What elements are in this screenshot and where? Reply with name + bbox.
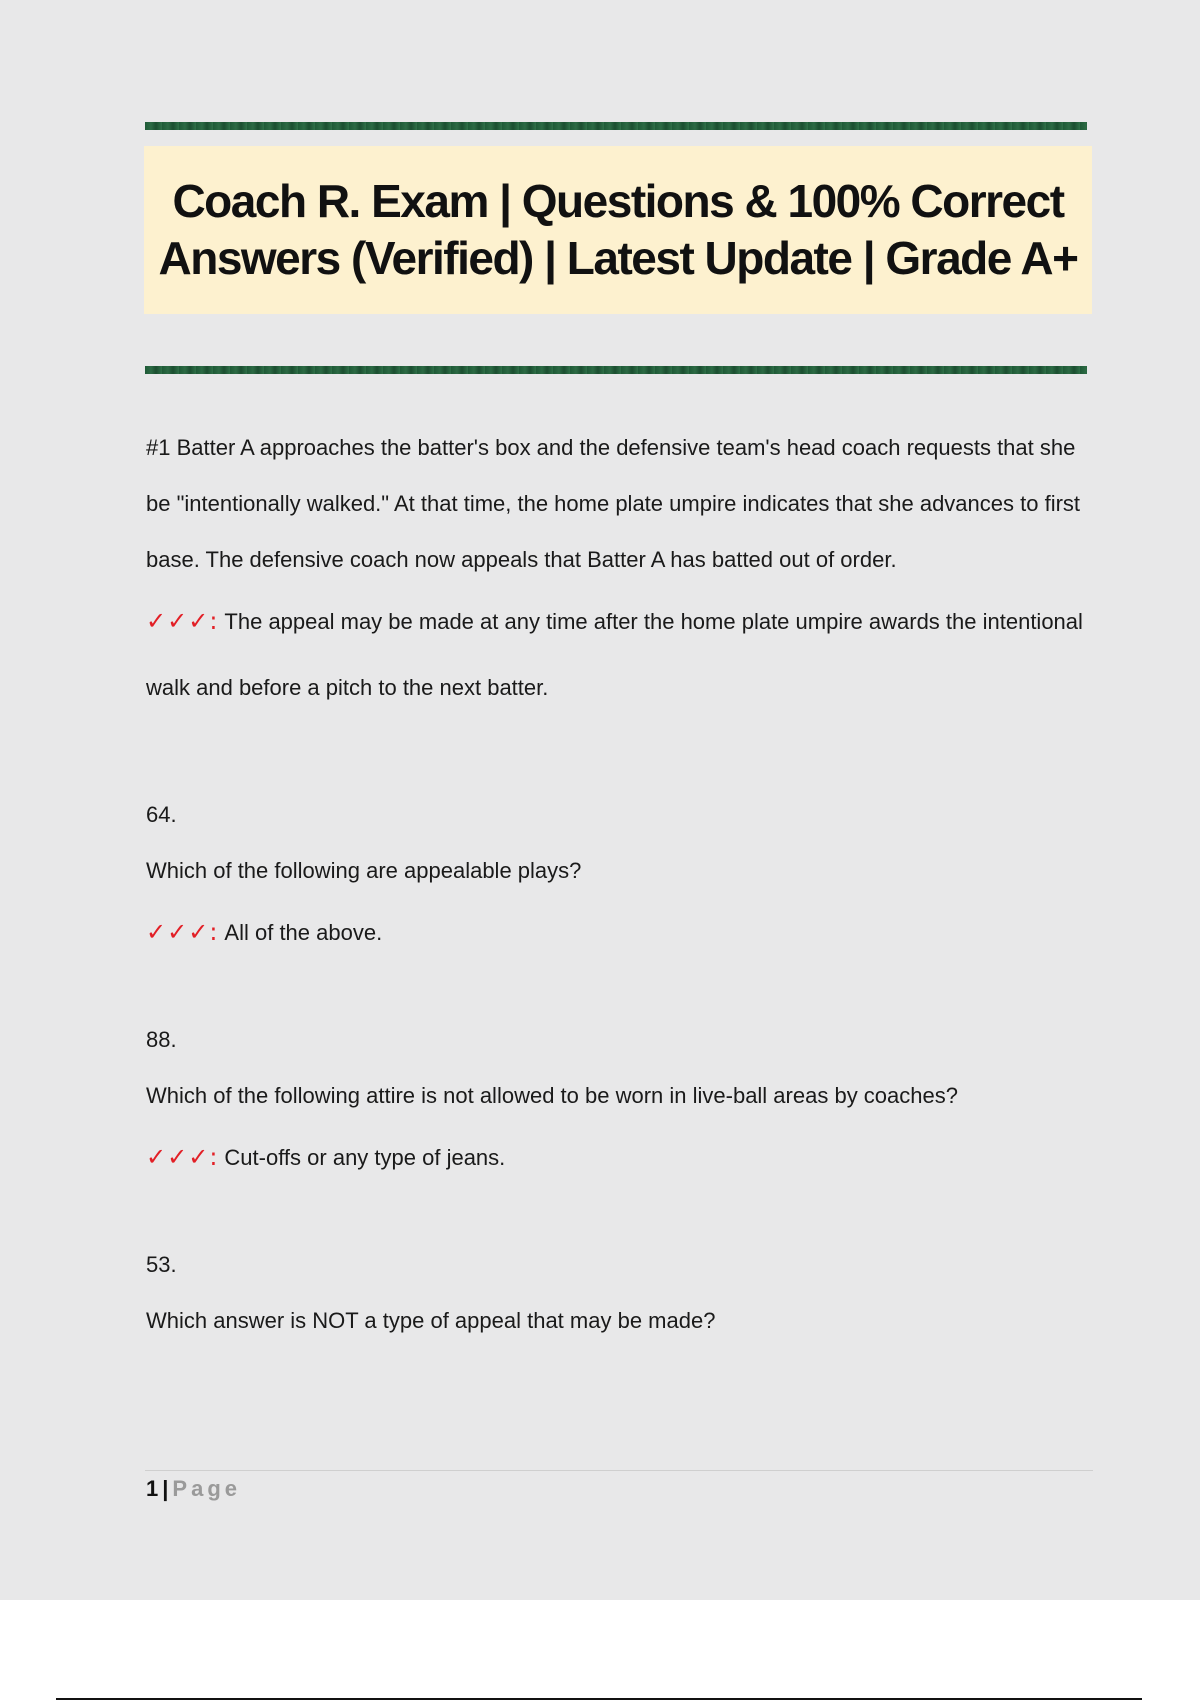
page-label: Page (172, 1476, 241, 1501)
top-decorative-rule (145, 122, 1087, 130)
checkmark-icon: ✓✓✓: (146, 607, 219, 635)
checkmark-icon: ✓✓✓: (146, 1143, 219, 1171)
answer-text: Cut-offs or any type of jeans. (224, 1145, 506, 1170)
bottom-decorative-rule (145, 366, 1087, 374)
questions-list (146, 420, 1096, 1349)
page-separator: | (162, 1476, 169, 1501)
question-text: Which of the following attire is not allowed to be worn in live-ball areas by coaches? (146, 1083, 958, 1108)
question-text: Which answer is NOT a type of appeal that may be made? (146, 1308, 716, 1333)
question-block (146, 1237, 1096, 1349)
answer-text: All of the above. (224, 920, 383, 945)
footer-divider (145, 1470, 1093, 1471)
document-title: Coach R. Exam | Questions & 100% Correct Answers (Verified) | Latest Update | Grade A+ (158, 175, 1078, 284)
question-number: 53. (146, 1252, 177, 1277)
answer-line (146, 588, 1096, 721)
question-block (146, 787, 1096, 966)
question-text: Which of the following are appealable plays? (146, 858, 582, 883)
answer-line (146, 1124, 1096, 1191)
question-number: 88. (146, 1027, 177, 1052)
question-block (146, 420, 1096, 721)
title-banner (144, 146, 1092, 314)
answer-line (146, 899, 1096, 966)
question-number: 64. (146, 802, 177, 827)
answer-text: The appeal may be made at any time after the home plate umpire awards the intentional walk and before a pitch to the next batter. (146, 609, 1083, 700)
checkmark-icon: ✓✓✓: (146, 918, 219, 946)
question-text: #1 Batter A approaches the batter's box and the defensive team's head coach requests that she be "intentionally walked." At that time, the home plate umpire indicates that she advances to first base. The defensive coach now appeals that Batter A has batted out of order. (146, 435, 1081, 572)
page-number: 1 (146, 1476, 159, 1501)
question-block (146, 1012, 1096, 1191)
page-footer (146, 1476, 241, 1502)
